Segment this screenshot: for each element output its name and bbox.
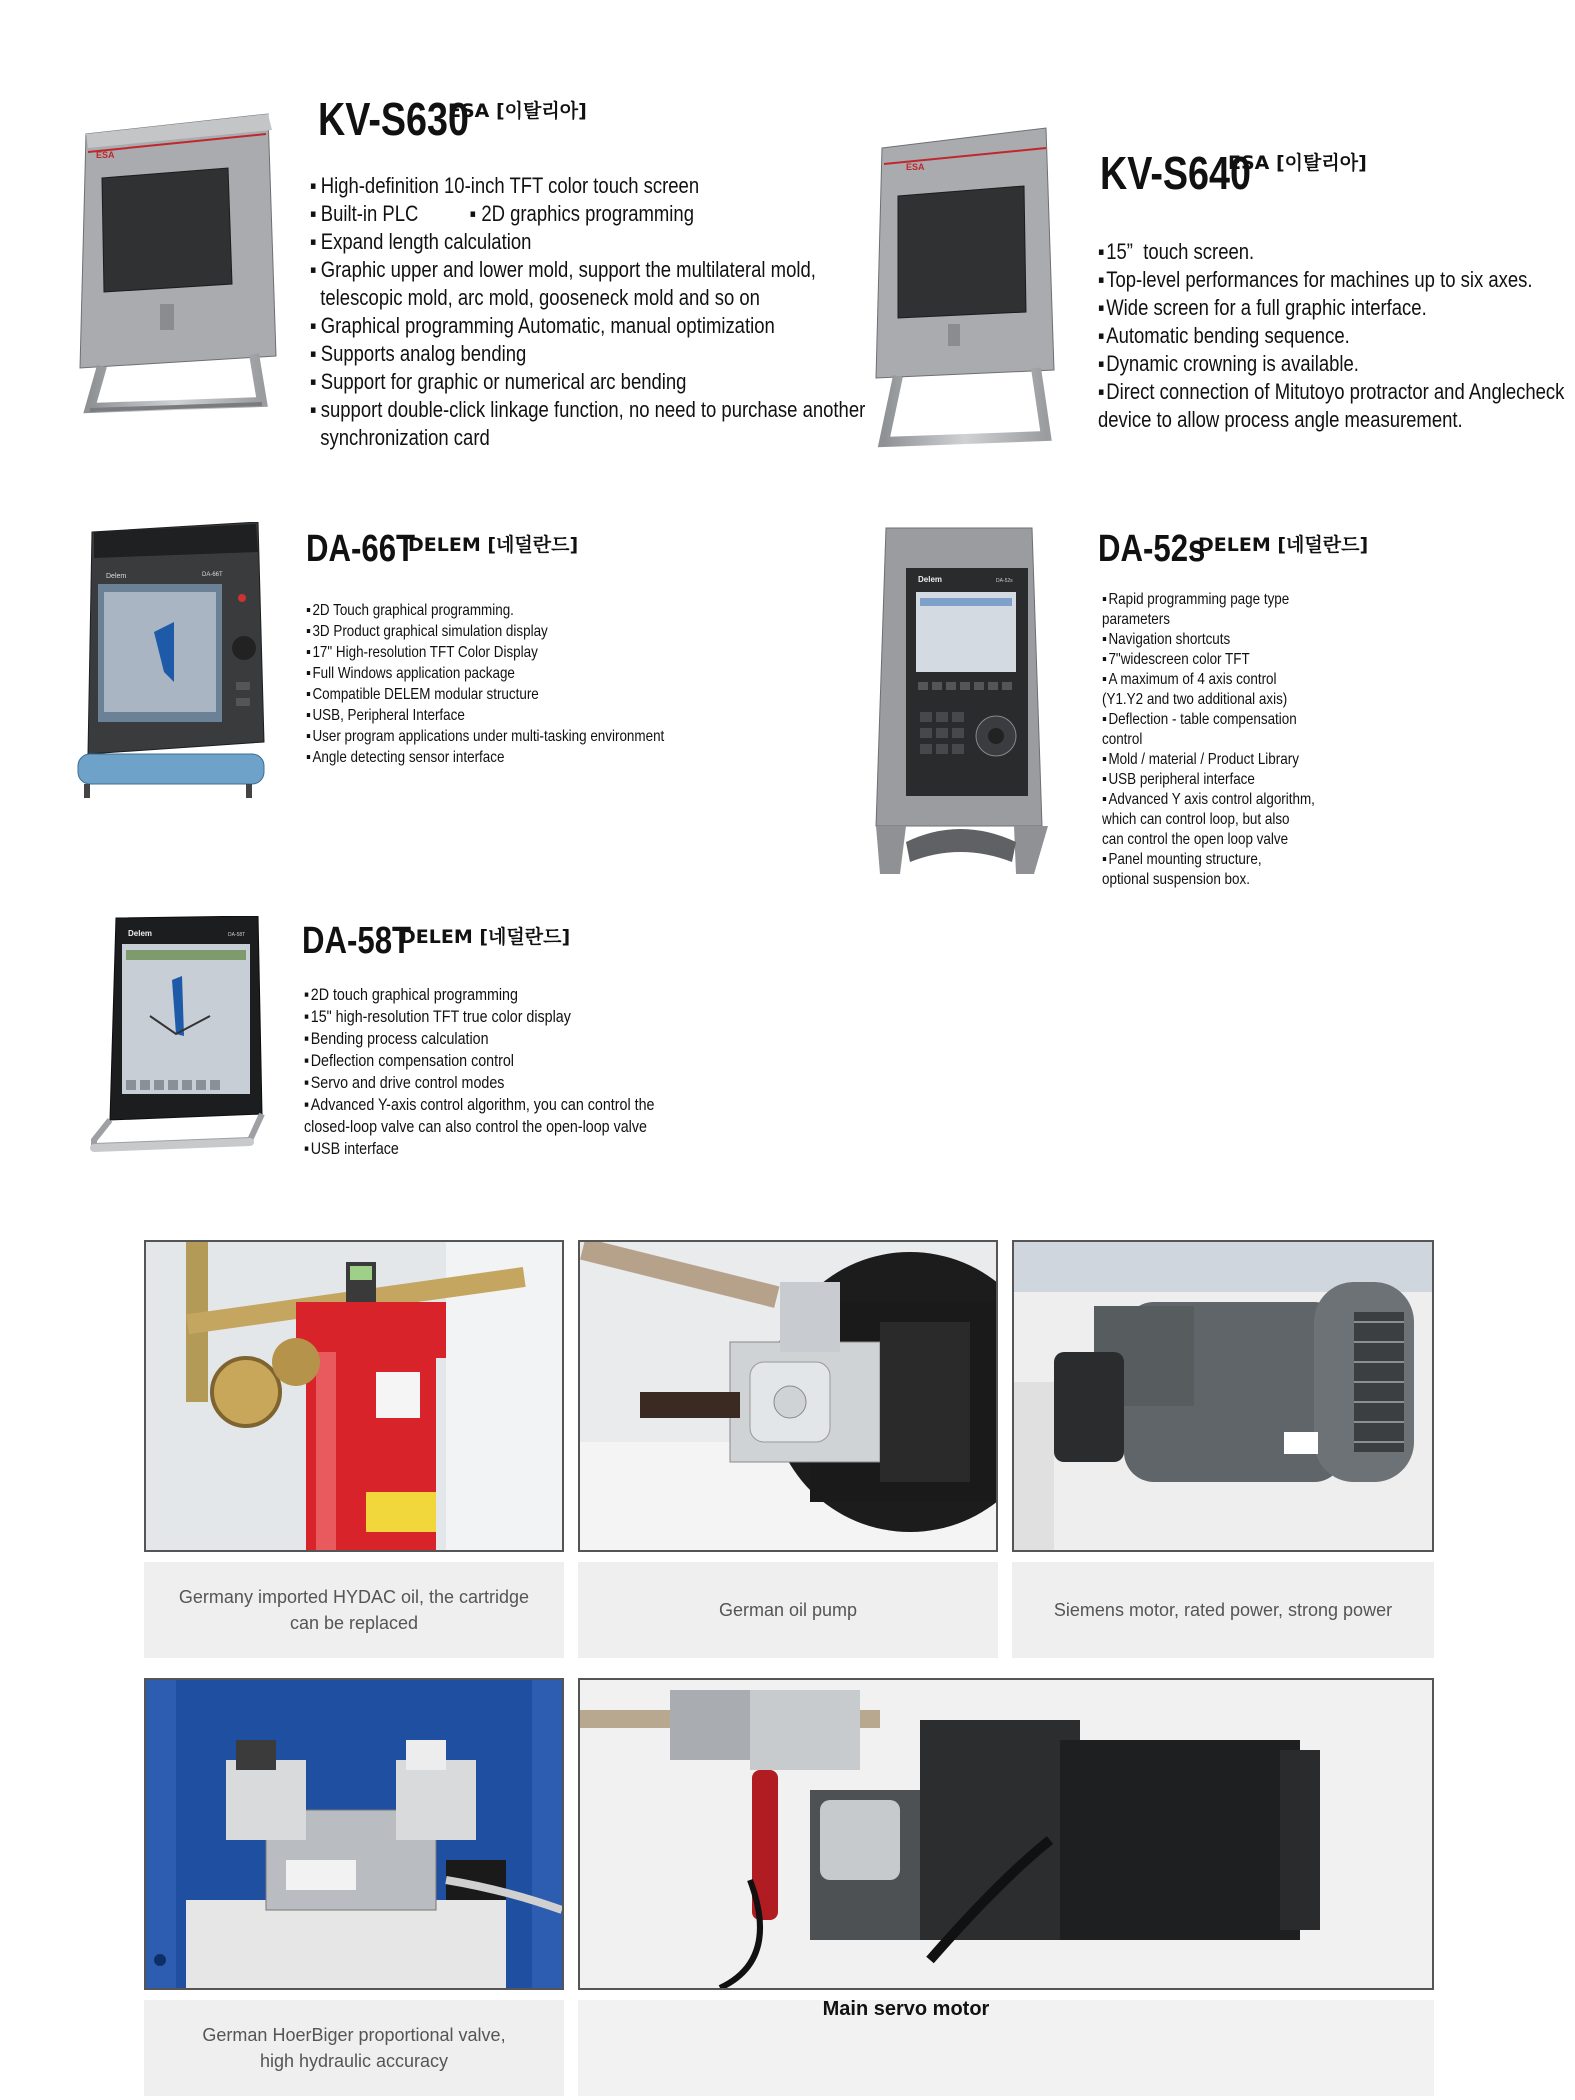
feature-item: ▪ Support for graphic or numerical arc bending	[310, 368, 814, 396]
oil-pump-caption-text: German oil pump	[718, 1600, 858, 1620]
delem-logo: Delem	[128, 929, 153, 938]
feature-item: ▪ USB interface	[304, 1138, 665, 1160]
hydac-caption-text: Germany imported HYDAC oil, the cartridge can be replaced	[178, 1587, 530, 1633]
da-58t-controller-image	[90, 916, 268, 1166]
delem-logo: Delem	[106, 573, 127, 580]
esa-logo: ESA	[906, 162, 925, 172]
feature-item: ▪ Advanced Y-axis control algorithm, you can control the closed-loop valve can also control the open-loop valve	[304, 1094, 665, 1138]
feature-item: ▪ 15” touch screen.	[1098, 238, 1568, 266]
feature-item: ▪ Servo and drive control modes	[304, 1072, 665, 1094]
servo-motor-photo	[578, 1678, 1434, 1990]
feature-item: ▪ Full Windows application package	[306, 663, 743, 684]
servo-motor-caption: Main servo motor	[822, 1998, 990, 2020]
da-66t-brand: DELEM [네덜란드]	[408, 534, 579, 556]
hoerbiger-valve-caption	[144, 2000, 564, 2096]
feature-item: ▪ Direct connection of Mitutoyo protractor and Anglecheck device to allow process angle measurement.	[1098, 378, 1568, 434]
kv-s630-model-title: KV-S630	[318, 93, 469, 145]
hydac-oil-filter-photo	[144, 1240, 564, 1552]
feature-item: ▪ 7"widescreen color TFT	[1102, 650, 1354, 670]
kv-s630-brand: ESA [이탈리아]	[448, 100, 587, 122]
delem-logo: Delem	[918, 575, 943, 584]
kv-s640-feature-list	[1098, 238, 1568, 434]
kv-s640-brand: ESA [이탈리아]	[1228, 152, 1367, 174]
feature-item: ▪ Graphical programming Automatic, manual optimization	[310, 312, 814, 340]
oil-pump-photo	[578, 1240, 998, 1552]
feature-item: ▪ Deflection - table compensation control	[1102, 710, 1354, 750]
da-58t-feature-list	[304, 984, 665, 1160]
feature-item: ▪ Automatic bending sequence.	[1098, 322, 1568, 350]
kv-s630-feature-list	[310, 172, 866, 452]
kv-s640-model-title: KV-S640	[1100, 147, 1251, 199]
kv-s640-controller-image	[868, 124, 1066, 454]
siemens-motor-photo	[1012, 1240, 1434, 1552]
feature-item: ▪ 2D touch graphical programming	[304, 984, 665, 1006]
feature-item: ▪ User program applications under multi-tasking environment	[306, 726, 743, 747]
da-66t-controller-image	[74, 522, 274, 804]
feature-item: ▪ 15" high-resolution TFT true color display	[304, 1006, 665, 1028]
feature-item: ▪ Built-in PLC ▪ 2D graphics programming	[310, 200, 814, 228]
esa-logo: ESA	[96, 150, 115, 160]
delem-model-label: DA-52s	[996, 578, 1013, 584]
feature-item: ▪ A maximum of 4 axis control (Y1.Y2 and two additional axis)	[1102, 670, 1354, 710]
feature-item: ▪ Graphic upper and lower mold, support the multilateral mold, telescopic mold, arc mold, gooseneck mold and so on	[310, 256, 814, 312]
feature-item: ▪ Dynamic crowning is available.	[1098, 350, 1568, 378]
feature-item: ▪ Advanced Y axis control algorithm, which can control loop, but also can control the open loop valve	[1102, 790, 1354, 850]
siemens-motor-caption-text: Siemens motor, rated power, strong power	[1053, 1600, 1393, 1620]
feature-item: ▪ Top-level performances for machines up to six axes.	[1098, 266, 1568, 294]
da-52s-brand: DELEM [네덜란드]	[1198, 534, 1369, 556]
feature-item: ▪ Panel mounting structure, optional suspension box.	[1102, 850, 1354, 890]
oil-pump-caption	[578, 1562, 998, 1658]
da-52s-model-title: DA-52s	[1098, 528, 1206, 570]
feature-item: ▪ Wide screen for a full graphic interface.	[1098, 294, 1568, 322]
feature-item: ▪ Rapid programming page type parameters	[1102, 590, 1354, 630]
feature-item: ▪ Deflection compensation control	[304, 1050, 665, 1072]
feature-item: ▪ High-definition 10-inch TFT color touch screen	[310, 172, 814, 200]
feature-item: ▪ 2D Touch graphical programming.	[306, 600, 743, 621]
hydac-caption	[144, 1562, 564, 1658]
siemens-motor-caption	[1012, 1562, 1434, 1658]
da-66t-model-title: DA-66T	[306, 528, 416, 570]
da-52s-controller-image	[866, 526, 1052, 874]
feature-item: ▪ support double-click linkage function, no need to purchase another synchronization card	[310, 396, 814, 452]
delem-model-label: DA-66T	[202, 572, 223, 578]
feature-item: ▪ 3D Product graphical simulation display	[306, 621, 743, 642]
da-66t-feature-list	[306, 600, 743, 768]
feature-item: ▪ Supports analog bending	[310, 340, 814, 368]
da-58t-brand: DELEM [네덜란드]	[400, 926, 571, 948]
feature-item: ▪ Expand length calculation	[310, 228, 814, 256]
feature-item: ▪ Angle detecting sensor interface	[306, 747, 743, 768]
feature-item: ▪ Navigation shortcuts	[1102, 630, 1354, 650]
da-52s-feature-list	[1102, 590, 1354, 890]
feature-item: ▪ 17" High-resolution TFT Color Display	[306, 642, 743, 663]
feature-item: ▪ Compatible DELEM modular structure	[306, 684, 743, 705]
feature-item: ▪ Mold / material / Product Library	[1102, 750, 1354, 770]
da-58t-model-title: DA-58T	[302, 920, 412, 962]
delem-model-label: DA-58T	[228, 932, 246, 938]
feature-item: ▪ Bending process calculation	[304, 1028, 665, 1050]
hoerbiger-valve-caption-text: German HoerBiger proportional valve, high hydraulic accuracy	[202, 2025, 506, 2071]
feature-item: ▪ USB peripheral interface	[1102, 770, 1354, 790]
feature-item: ▪ USB, Peripheral Interface	[306, 705, 743, 726]
hoerbiger-valve-photo	[144, 1678, 564, 1990]
kv-s630-controller-image	[72, 108, 284, 426]
